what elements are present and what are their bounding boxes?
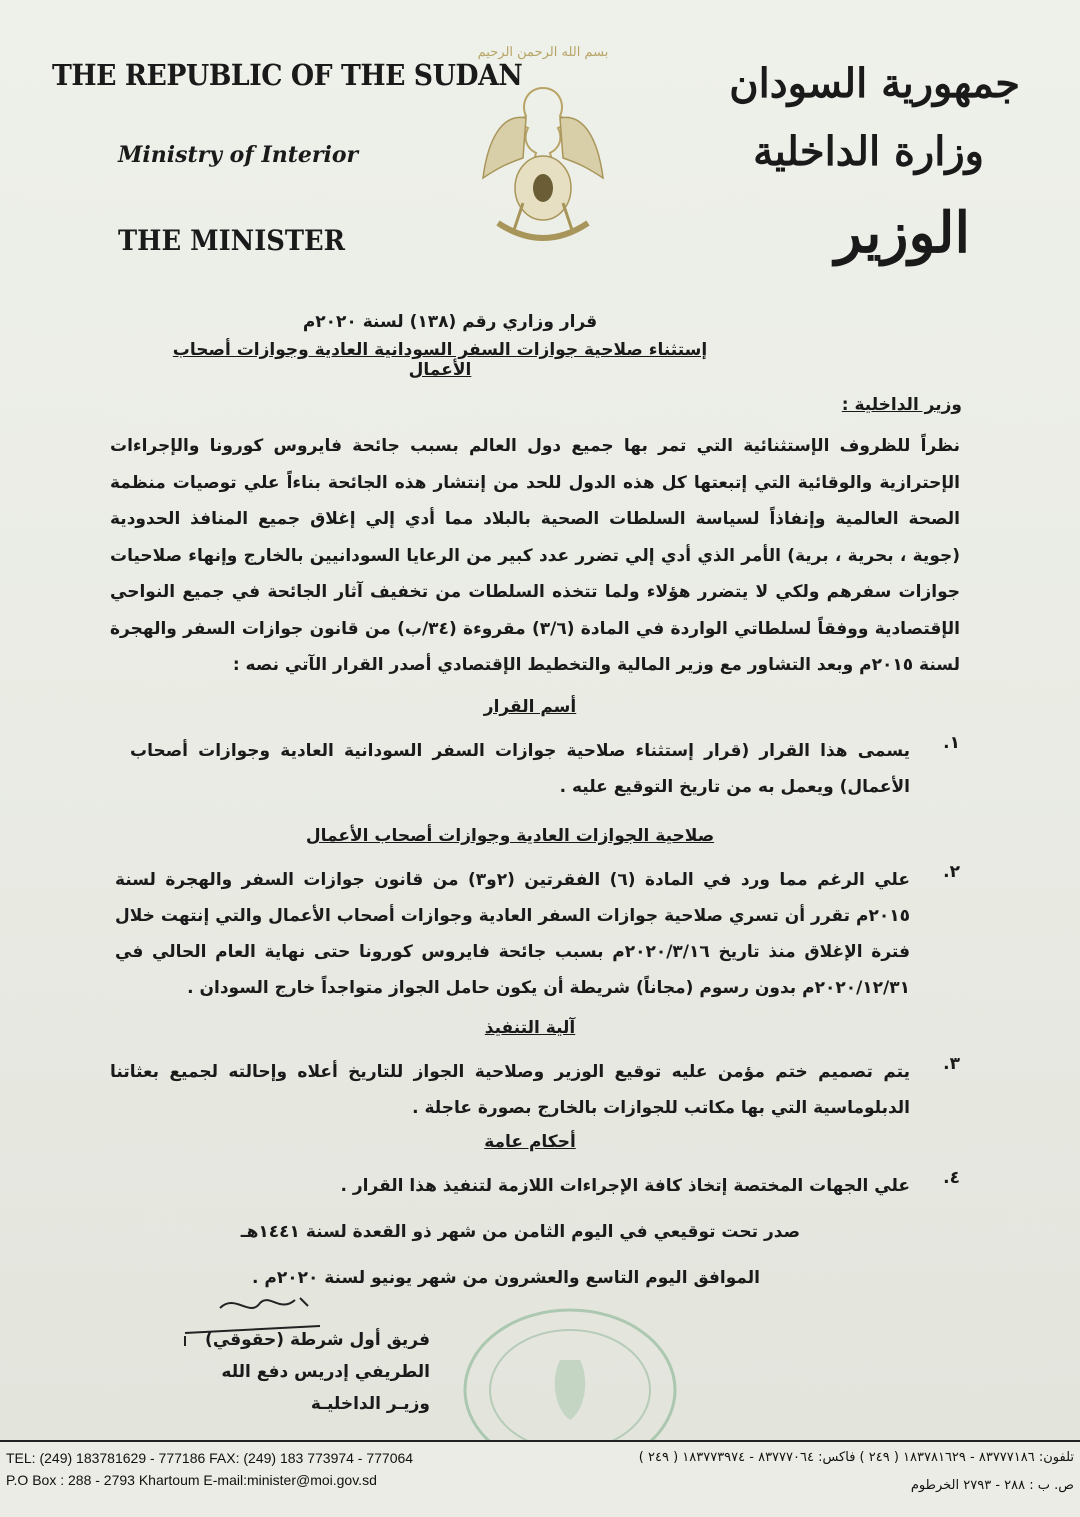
section-text: علي الرغم مما ورد في المادة (٦) الفقرتين (٢و٣) من قانون جوازات السفر والهجرة لسنة ٢٠١٥م تقرر أن تسري صلاحية جوازات السفر العادية وجوازات أصحاب الأعمال والتي إنتهت خلال فترة الإغلاق منذ تاريخ ٢٠٢٠/٣/١٦م بسبب جائحة فايروس كورونا حتى نهاية العام الحالي في ٢٠٢٠/١٢/٣١م بدون رسوم (مجاناً) شريطة أن يكون حامل الجواز متواجداً خارج السودان .: [115, 870, 910, 998]
section-4: [300, 1168, 960, 1204]
issued-date-hijri: صدر تحت توقيعي في اليوم الثامن من شهر ذو القعدة لسنة ١٤٤١هـ: [240, 1222, 800, 1242]
official-stamp: [455, 1290, 685, 1460]
basmala-text: بسم الله الرحمن الرحيم: [477, 45, 609, 60]
section-text: يتم تصميم ختم مؤمن عليه توقيع الوزير وصلاحية الجواز للتاريخ أعلاه وإحالته لجميع بعثاتنا الدبلوماسية التي بها مكاتب للجوازات بالخارج بصورة عاجلة .: [110, 1062, 910, 1118]
letterhead-ministry-ar: وزارة الداخلية: [753, 128, 984, 175]
secretary-bird-emblem: [468, 28, 618, 258]
decree-title: إستثناء صلاحية جوازات السفر السودانية العادية وجوازات أصحاب الأعمال: [172, 340, 708, 380]
decree-number: قرار وزاري رقم (١٣٨) لسنة ٢٠٢٠م: [302, 312, 598, 332]
letterhead-ministry-en: Ministry of Interior: [118, 142, 359, 168]
section-2: [115, 862, 960, 1006]
section-text: علي الجهات المختصة إتخاذ كافة الإجراءات اللازمة لتنفيذ هذا القرار .: [340, 1176, 910, 1196]
signatory-title: وزيـر الداخليـة: [310, 1394, 430, 1414]
section-number: ٣.: [943, 1054, 960, 1074]
section-number: ٢.: [943, 862, 960, 882]
section-title-3: آلية التنفيذ: [484, 1018, 576, 1038]
letterhead-republic-ar: جمهورية السودان: [729, 60, 1020, 107]
letterhead-minister-en: THE MINISTER: [118, 224, 346, 257]
footer-contact-en: TEL: (249) 183781629 - 777186 FAX: (249) 183 773974 - 777064: [6, 1450, 414, 1466]
footer-address-en: P.O Box : 288 - 2793 Khartoum E-mail:minister@moi.gov.sd: [6, 1472, 377, 1488]
section-1: [130, 733, 960, 805]
preamble-paragraph: نظراً للظروف الإستثنائية التي تمر بها جميع دول العالم بسبب جائحة فايروس كورونا والإجراءات الإحترازية والوقائية التي إتبعتها كل هذه الدول للحد من إنتشار هذه الجائحة بناءاً علي توصيات منظمة الصحة العالمية وإنفاذاً لسياسة السلطات الصحية بالبلاد مما أدي إلي إغلاق جميع المنافذ الحدودية (جوية ، بحرية ، برية) الأمر الذي أدي إلي تضرر عدد كبير من الرعايا السودانيين بالخارج وإنهاء صلاحيات جوازات سفرهم ولكي لا يتضرر هؤلاء ولما تتخذه السلطات من تخفيف آثار الجائحة في جميع النواحي الإقتصادية ووفقاً لسلطاتي الواردة في المادة (٣/٦) مقروءة (٣٤/ب) من قانون جوازات السفر والهجرة لسنة ٢٠١٥م وبعد التشاور مع وزير المالية والتخطيط الإقتصادي أصدر القرار الآتي نصه :: [110, 436, 960, 675]
footer: [0, 1440, 1080, 1517]
section-number: ١.: [943, 733, 960, 753]
letterhead-republic-en: THE REPUBLIC OF THE SUDAN: [52, 58, 523, 92]
section-number: ٤.: [943, 1168, 960, 1188]
letterhead-minister-ar: الوزير: [834, 200, 970, 266]
footer-address-ar: ص. ب : ٢٨٨ - ٢٧٩٣ الخرطوم: [910, 1478, 1074, 1493]
section-3: [110, 1054, 960, 1126]
footer-contact-ar: تلفون: ٨٣٧٧٧١٨٦ - ١٨٣٧٨١٦٢٩ ( ٢٤٩ ) فاكس: ٨٣٧٧٧٠٦٤ - ١٨٣٧٧٣٩٧٤ ( ٢٤٩ ): [638, 1450, 1074, 1465]
signatory-rank: فريق أول شرطة (حقوقي): [205, 1330, 430, 1350]
section-title-4: أحكام عامة: [484, 1132, 576, 1152]
addressee: وزير الداخلية :: [841, 395, 962, 415]
section-title-1: أسم القرار: [483, 697, 577, 717]
section-title-2: صلاحية الجوازات العادية وجوازات أصحاب الأعمال: [305, 826, 715, 846]
issued-date-gregorian: الموافق اليوم التاسع والعشرون من شهر يونيو لسنة ٢٠٢٠م .: [251, 1268, 760, 1288]
signatory-name: الطريفي إدريس دفع الله: [221, 1362, 430, 1382]
section-text: يسمى هذا القرار (قرار إستثناء صلاحية جوازات السفر السودانية العادية وجوازات أصحاب الأعمال) ويعمل به من تاريخ التوقيع عليه .: [130, 741, 910, 797]
